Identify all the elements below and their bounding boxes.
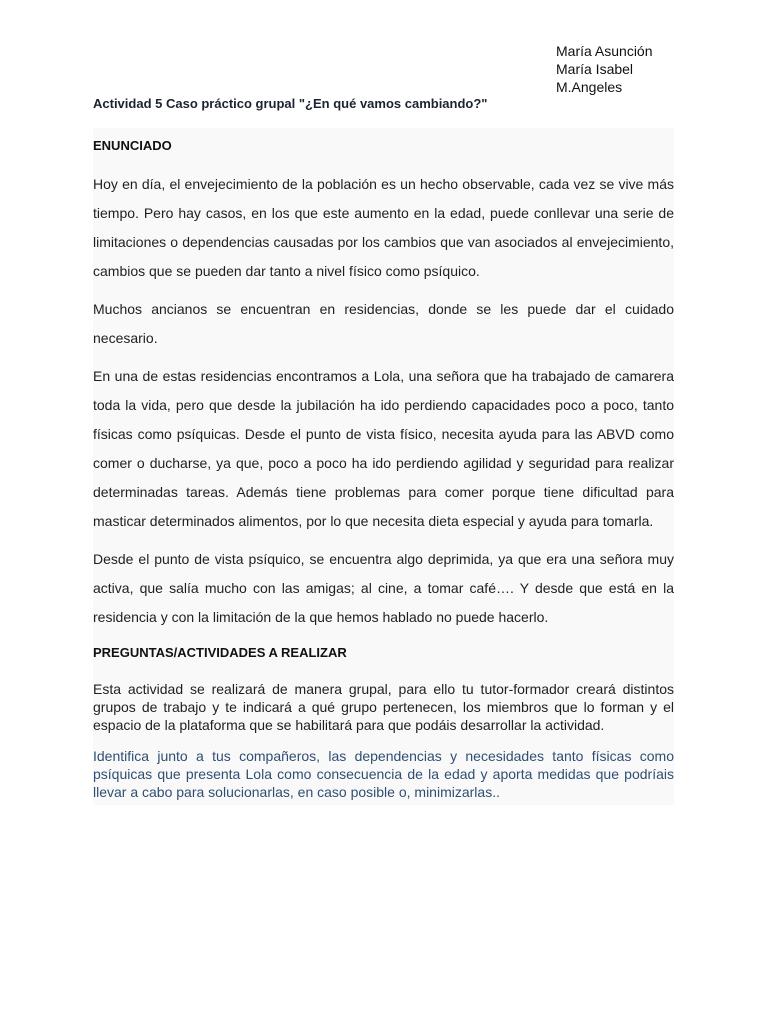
authors-block	[556, 42, 653, 96]
author-name: María Isabel	[556, 61, 634, 77]
enunciado-paragraph: Hoy en día, el envejecimiento de la población es un hecho observable, cada vez se vive más tiempo. Pero hay casos, en los que este aumento en la edad, puede conllevar una serie de limitaciones o dependencias causadas por los cambios que van asociados al envejecimiento, cambios que se pueden dar tanto a nivel físico como psíquico.	[93, 176, 674, 279]
author-name: María Asunción	[556, 43, 653, 59]
activity-instruction: Identifica junto a tus compañeros, las dependencias y necesidades tanto físicas como psíquicas que presenta Lola como consecuencia de la edad y aporta medidas que podríais llevar a cabo para solucionarlas, en caso posible o, minimizarlas..	[93, 748, 674, 800]
preguntas-paragraph: Esta actividad se realizará de manera grupal, para ello tu tutor-formador creará distintos grupos de trabajo y te indicará a qué grupo pertenecen, los miembros que lo forman y el espacio de la plataforma que se habilitará para que podáis desarrollar la actividad.	[93, 681, 674, 733]
author-name: M.Angeles	[556, 79, 623, 95]
enunciado-paragraph: En una de estas residencias encontramos a Lola, una señora que ha trabajado de camarera toda la vida, pero que desde la jubilación ha ido perdiendo capacidades poco a poco, tanto físicas como psíquicas. Desde el punto de vista físico, necesita ayuda para las ABVD como comer o ducharse, ya que, poco a poco ha ido perdiendo agilidad y seguridad para realizar determinadas tareas. Además tiene problemas para comer porque tiene dificultad para masticar determinados alimentos, por lo que necesita dieta especial y ayuda para tomarla.	[93, 368, 674, 529]
enunciado-heading: ENUNCIADO	[93, 138, 172, 153]
enunciado-paragraph: Muchos ancianos se encuentran en residencias, donde se les puede dar el cuidado necesario.	[93, 301, 674, 346]
document-title: Actividad 5 Caso práctico grupal "¿En qué vamos cambiando?"	[93, 96, 488, 111]
enunciado-paragraph: Desde el punto de vista psíquico, se encuentra algo deprimida, ya que era una señora muy activa, que salía mucho con las amigas; al cine, a tomar café…. Y desde que está en la residencia y con la limitación de la que hemos hablado no puede hacerlo.	[93, 551, 674, 625]
preguntas-heading: PREGUNTAS/ACTIVIDADES A REALIZAR	[93, 645, 347, 660]
document-body	[93, 128, 674, 805]
